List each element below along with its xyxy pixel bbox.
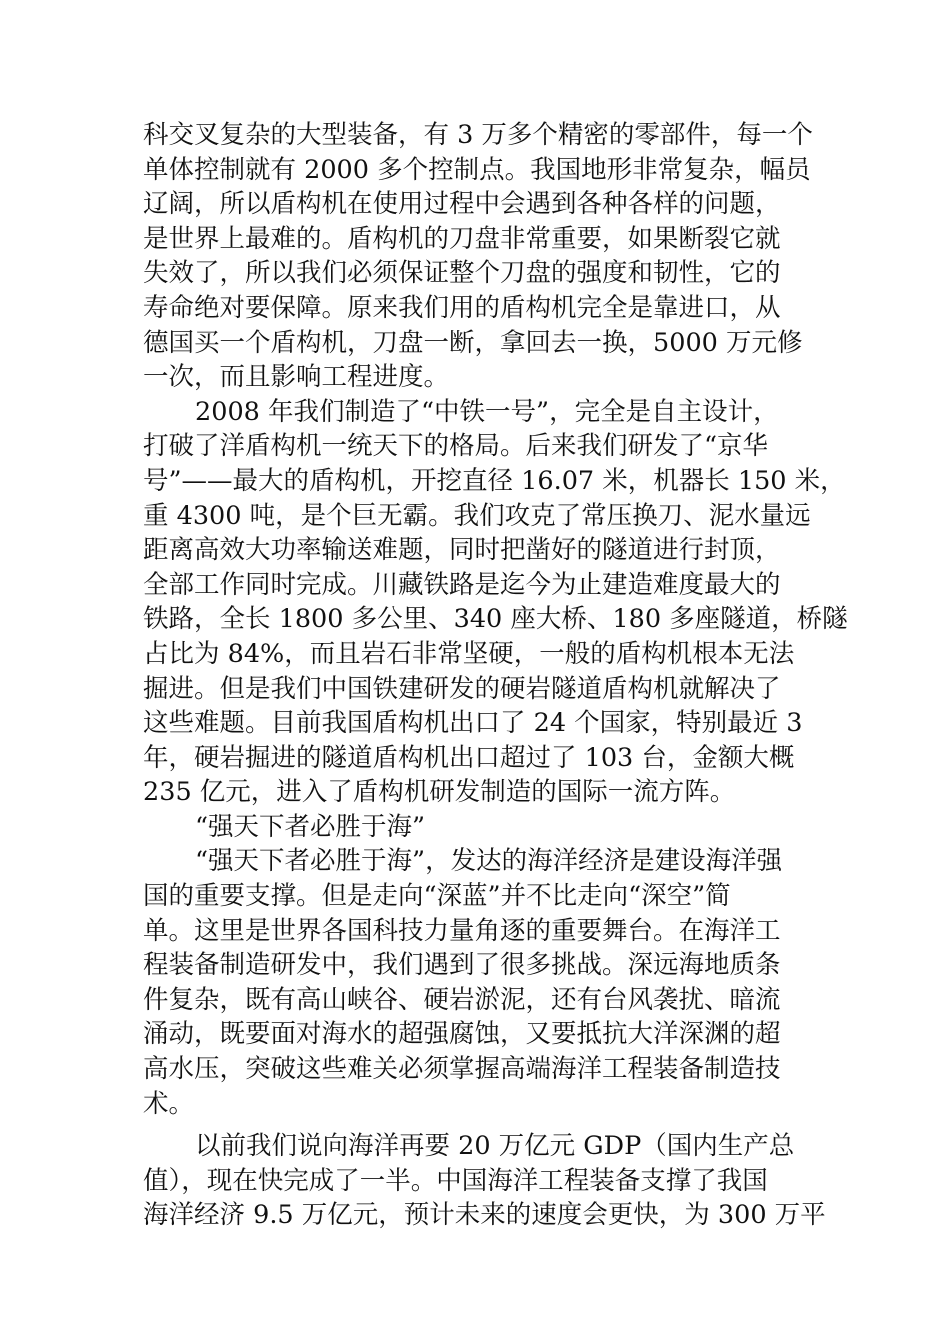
text-line: 单。这里是世界各国科技力量角逐的重要舞台。在海洋工 (143, 915, 781, 946)
text-line: 2008 年我们制造了“中铁一号”，完全是自主设计， (195, 396, 779, 427)
text-line: 术。 (143, 1088, 195, 1119)
text-line: “强天下者必胜于海” (195, 811, 426, 842)
text-line: 是世界上最难的。盾构机的刀盘非常重要，如果断裂它就 (143, 223, 781, 254)
text-line: 单体控制就有 2000 多个控制点。我国地形非常复杂，幅员 (143, 154, 811, 185)
text-line: 占比为 84%，而且岩石非常坚硬，一般的盾构机根本无法 (143, 638, 795, 669)
text-line: 全部工作同时完成。川藏铁路是迄今为止建造难度最大的 (143, 569, 781, 600)
text-line: “强天下者必胜于海”，发达的海洋经济是建设海洋强 (195, 846, 783, 877)
text-line: 号”——最大的盾构机，开挖直径 16.07 米，机器长 150 米， (143, 465, 846, 496)
text-line: 国的重要支撑。但是走向“深蓝”并不比走向“深空”简 (143, 881, 731, 912)
text-line: 一次，而且影响工程进度。 (143, 362, 450, 393)
text-line: 涌动，既要面对海水的超强腐蚀，又要抵抗大洋深渊的超 (143, 1019, 781, 1050)
text-line: 海洋经济 9.5 万亿元，预计未来的速度会更快，为 300 万平 (143, 1200, 826, 1231)
text-line: 距离高效大功率输送难题，同时把凿好的隧道进行封顶， (143, 535, 781, 566)
text-line: 打破了洋盾构机一统天下的格局。后来我们研发了“京华 (143, 431, 769, 462)
text-line: 值），现在快完成了一半。中国海洋工程装备支撑了我国 (143, 1165, 768, 1196)
text-line: 科交叉复杂的大型装备，有 3 万多个精密的零部件，每一个 (143, 120, 813, 150)
text-line: 件复杂，既有高山峡谷、硬岩淤泥，还有台风袭扰、暗流 (143, 984, 781, 1015)
article-body (143, 118, 848, 1233)
text-line: 寿命绝对要保障。原来我们用的盾构机完全是靠进口，从 (143, 292, 781, 323)
text-line: 失效了，所以我们必须保证整个刀盘的强度和韧性，它的 (143, 258, 781, 289)
text-line: 铁路，全长 1800 多公里、340 座大桥、180 多座隧道，桥隧 (143, 604, 848, 635)
text-line: 这些难题。目前我国盾构机出口了 24 个国家，特别最近 3 (143, 708, 803, 739)
text-line: 重 4300 吨，是个巨无霸。我们攻克了常压换刀、泥水量远 (143, 500, 811, 531)
text-line: 年，硬岩掘进的隧道盾构机出口超过了 103 台，金额大概 (143, 742, 795, 773)
text-line: 辽阔，所以盾构机在使用过程中会遇到各种各样的问题， (143, 189, 781, 220)
text-line: 以前我们说向海洋再要 20 万亿元 GDP（国内生产总 (195, 1131, 795, 1162)
text-line: 235 亿元，进入了盾构机研发制造的国际一流方阵。 (143, 777, 736, 808)
text-line: 掘进。但是我们中国铁建研发的硬岩隧道盾构机就解决了 (143, 673, 781, 704)
text-line: 程装备制造研发中，我们遇到了很多挑战。深远海地质条 (143, 950, 781, 981)
text-line: 德国买一个盾构机，刀盘一断，拿回去一换，5000 万元修 (143, 327, 803, 358)
text-line: 高水压，突破这些难关必须掌握高端海洋工程装备制造技 (143, 1054, 781, 1085)
